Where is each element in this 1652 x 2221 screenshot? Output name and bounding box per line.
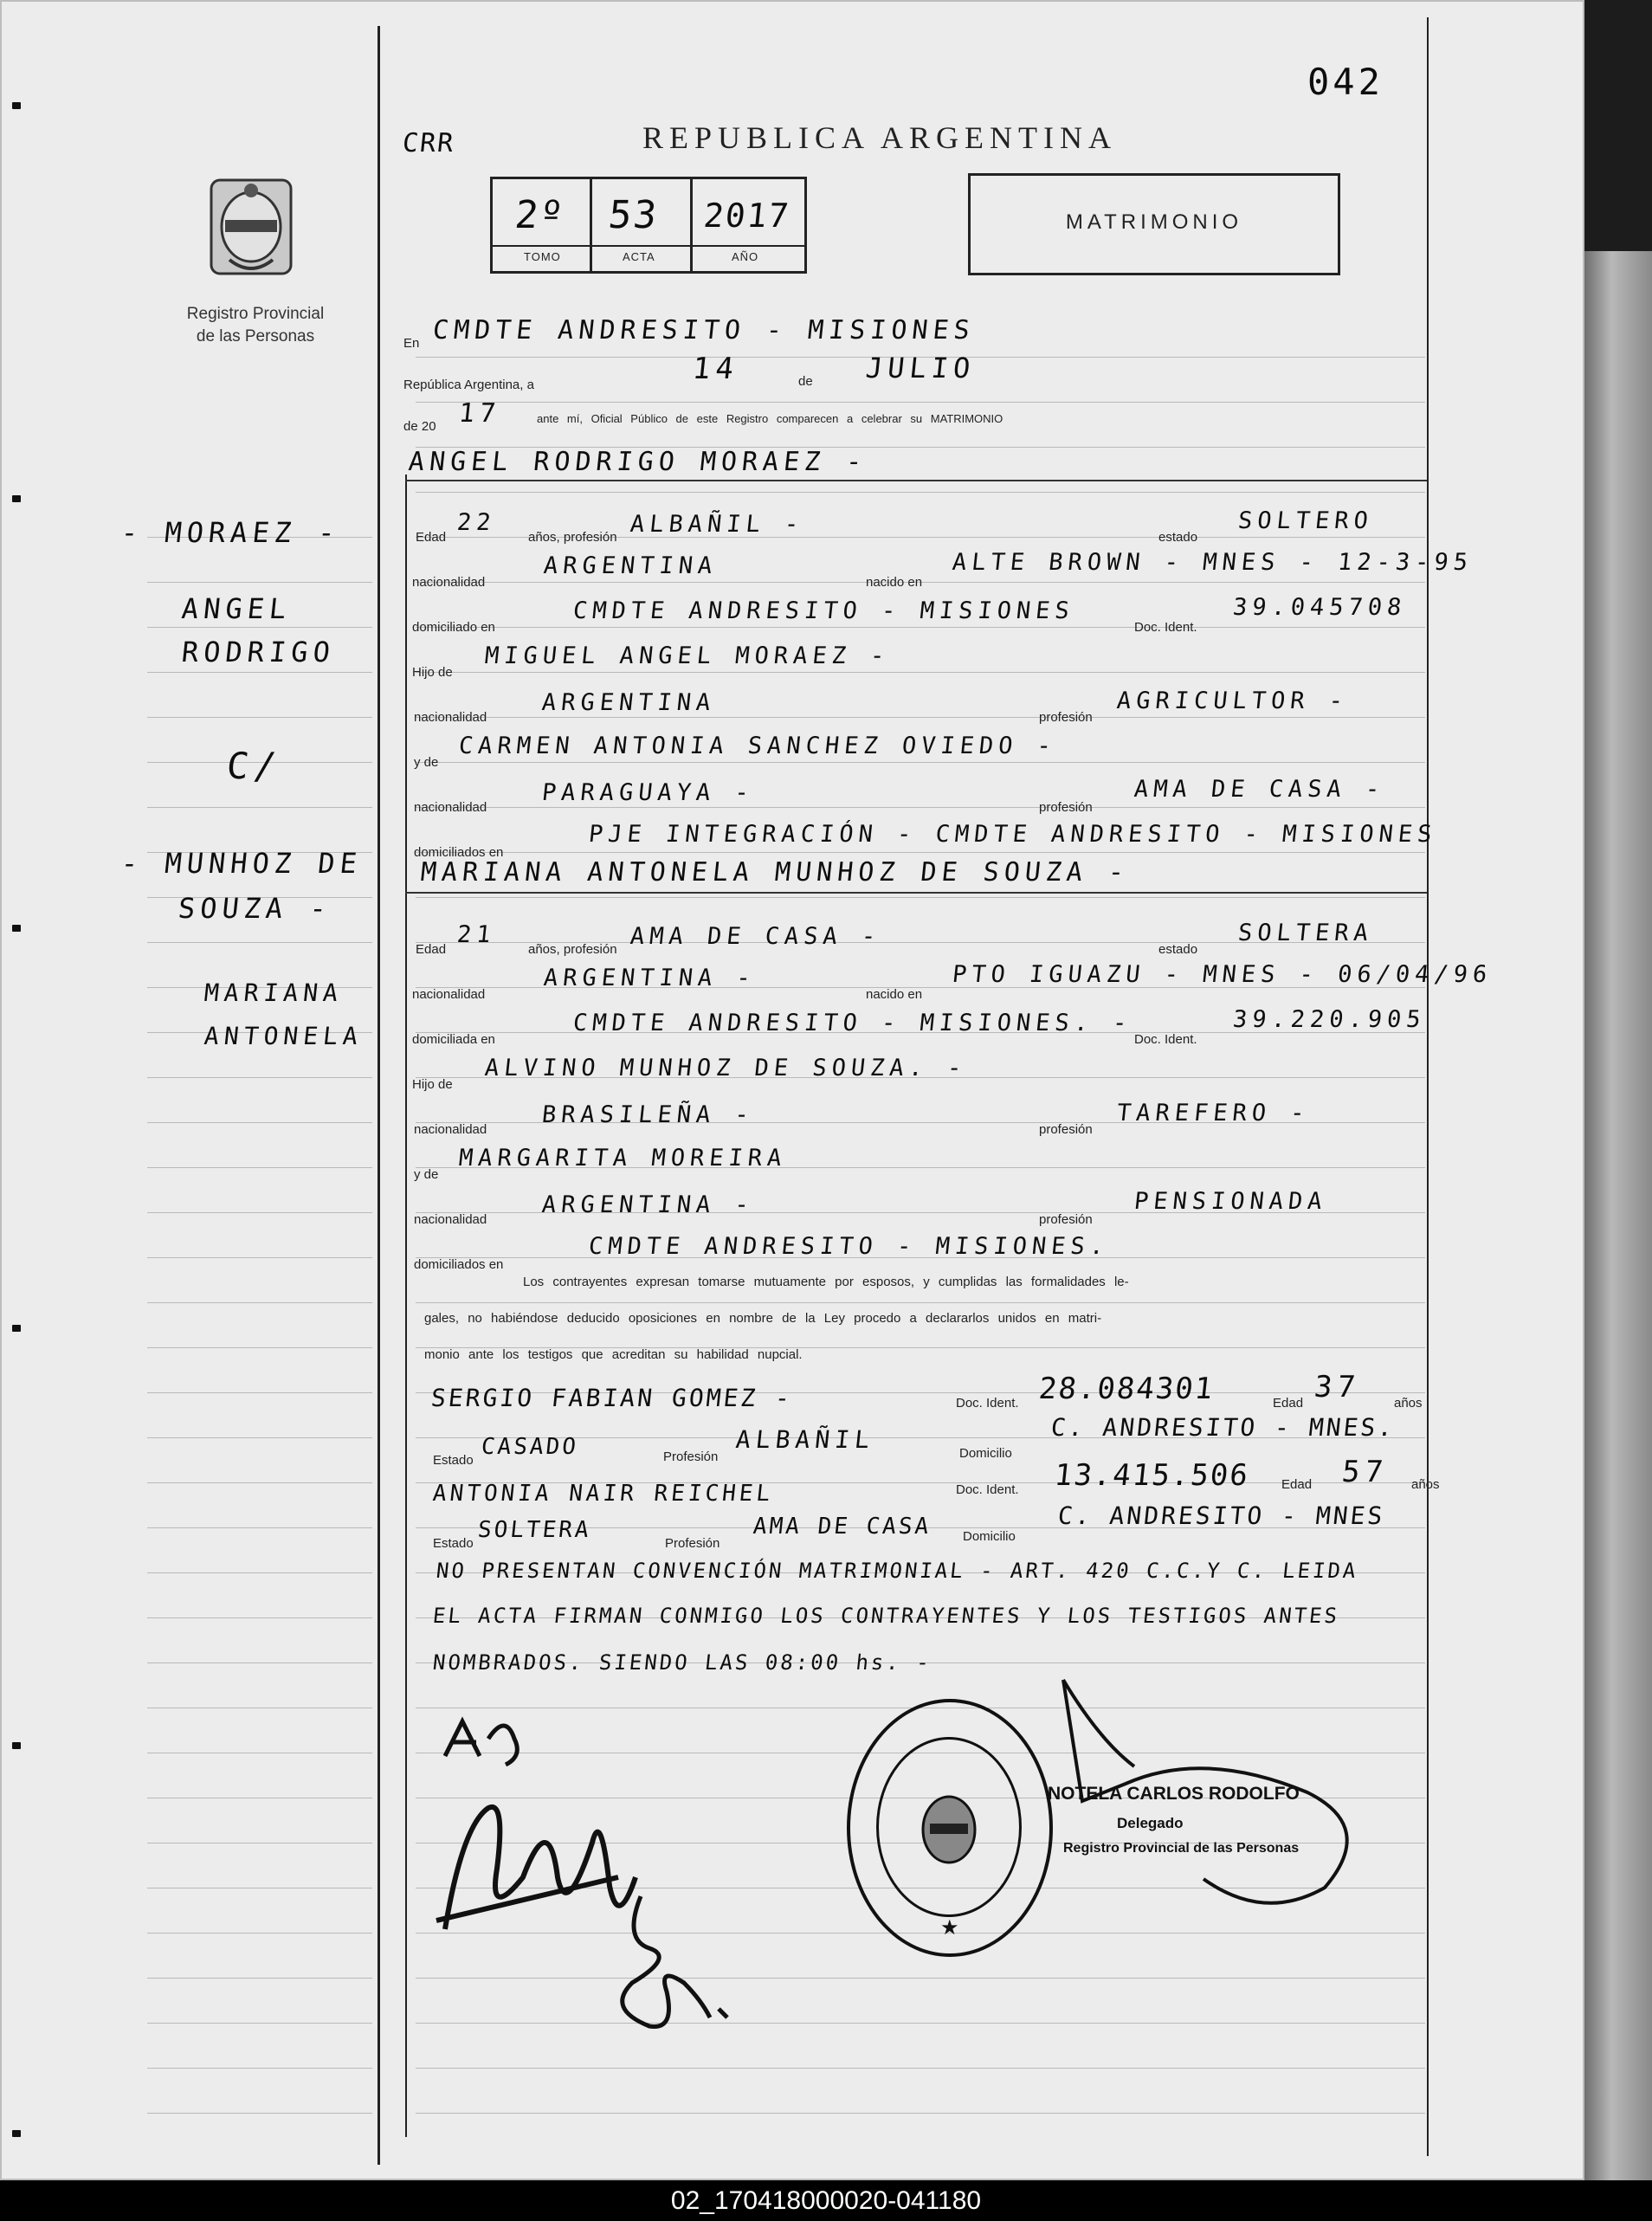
margin-ruled-line	[147, 807, 372, 808]
margin-ruled-line	[147, 1978, 372, 1979]
witness1-domicilio-label: Domicilio	[959, 1446, 1012, 1461]
person1-doc-label: Doc. Ident.	[1134, 620, 1197, 635]
stamp-line2: Delegado	[1117, 1815, 1184, 1831]
margin-given2-b: ANTONELA	[203, 1022, 365, 1050]
person2-madre: MARGARITA MOREIRA	[457, 1145, 788, 1172]
witness1-doc: 28.084301	[1036, 1372, 1216, 1406]
official-seal	[847, 1699, 1053, 1957]
act-type-label: MATRIMONIO	[1065, 210, 1243, 234]
witness2-edad: 57	[1339, 1455, 1391, 1489]
margin-ruled-line	[147, 717, 372, 718]
person2-edad-label: Edad	[416, 942, 447, 957]
body-ruled-line	[416, 1978, 1425, 1979]
acta-label: ACTA	[623, 250, 655, 263]
margin-ruled-line	[147, 1302, 372, 1303]
declaration-line2: gales, no habiéndose deducido oposiciones en nombre de la Ley procedo a declararlos unidos en matri-	[424, 1311, 1102, 1326]
person1-hijo-label: Hijo de	[412, 665, 453, 680]
person1-padre-prof-label: profesión	[1039, 710, 1093, 725]
witness1-profesion-label: Profesión	[663, 1449, 719, 1464]
body-ruled-line	[416, 2023, 1425, 2024]
body-ruled-line	[416, 762, 1425, 763]
witness2-profesion-label: Profesión	[665, 1536, 720, 1551]
person2-estado: SOLTERA	[1236, 920, 1375, 946]
person1-nacido: ALTE BROWN - MNES - 12-3-95	[951, 549, 1475, 576]
person2-hijo-label: Hijo de	[412, 1077, 453, 1092]
witness1-edad-label: Edad	[1273, 1396, 1304, 1411]
binding-hole	[12, 925, 21, 932]
anio-label: AÑO	[732, 250, 759, 263]
witness2-domicilio-label: Domicilio	[963, 1529, 1016, 1544]
person2-profesion-label: años, profesión	[528, 942, 617, 957]
person2-domicilio-label: domiciliada en	[412, 1032, 495, 1047]
person2-padre-nac: BRASILEÑA -	[540, 1101, 756, 1128]
margin-ruled-line	[147, 2113, 372, 2114]
witness1-estado-label: Estado	[433, 1453, 474, 1468]
signature-contrayente2	[597, 1879, 745, 2035]
declaration-line1: Los contrayentes expresan tomarse mutuamente por esposos, y cumplidas las formalidades le-	[523, 1275, 1129, 1289]
body-ruled-line	[416, 807, 1425, 808]
month: JULIO	[864, 352, 978, 384]
margin-given1-a: ANGEL	[180, 592, 294, 625]
body-ruled-line	[416, 402, 1425, 403]
country-title: REPUBLICA ARGENTINA	[642, 120, 1118, 155]
section-divider	[405, 892, 1427, 894]
person2-madre-prof-label: profesión	[1039, 1212, 1093, 1227]
person2-padre-nac-label: nacionalidad	[414, 1122, 487, 1137]
person1-madre-nac-label: nacionalidad	[414, 800, 487, 815]
person1-padre-prof: AGRICULTOR -	[1115, 688, 1350, 714]
notes-line2: EL ACTA FIRMAN CONMIGO LOS CONTRAYENTES Y LOS TESTIGOS ANTES	[431, 1604, 1341, 1628]
person2-madre-prof: PENSIONADA	[1133, 1188, 1329, 1215]
person1-padres-dom-label: domiciliados en	[414, 845, 504, 860]
person1-yde-label: y de	[414, 755, 439, 770]
act-type-box	[968, 173, 1340, 275]
page-edge-shadow	[1584, 0, 1652, 2180]
corner-mark: CRR	[401, 128, 457, 158]
witness1-domicilio: C. ANDRESITO - MNES.	[1049, 1413, 1397, 1442]
margin-ruled-line	[147, 2023, 372, 2024]
margin-ruled-line	[147, 942, 372, 943]
body-ruled-line	[416, 627, 1425, 628]
body-ruled-line	[416, 2113, 1425, 2114]
day: 14	[690, 352, 741, 386]
witness1-anos-label: años	[1394, 1396, 1423, 1411]
year-suffix: 17	[457, 398, 502, 429]
person1-domicilio: CMDTE ANDRESITO - MISIONES	[571, 597, 1076, 624]
margin-ruled-line	[147, 1572, 372, 1573]
margin-ruled-line	[147, 1212, 372, 1213]
person2-domicilio: CMDTE ANDRESITO - MISIONES. -	[571, 1010, 1134, 1036]
person2-yde-label: y de	[414, 1167, 439, 1182]
margin-ruled-line	[147, 1482, 372, 1483]
binding-hole	[12, 2130, 21, 2137]
witness2-doc-label: Doc. Ident.	[956, 1482, 1019, 1497]
person1-madre-nac: PARAGUAYA -	[540, 779, 756, 806]
witness2-estado-label: Estado	[433, 1536, 474, 1551]
body-ruled-line	[416, 2068, 1425, 2069]
witness1-name: SERGIO FABIAN GOMEZ -	[429, 1384, 794, 1412]
person2-padre-prof: TAREFERO -	[1115, 1100, 1312, 1127]
margin-surname1: - MORAEZ -	[119, 516, 342, 549]
stamp-line3: Registro Provincial de las Personas	[1063, 1841, 1300, 1856]
body-ruled-line	[416, 717, 1425, 718]
witness2-estado: SOLTERA	[476, 1517, 593, 1543]
image-code-bar: 02_170418000020-041180	[0, 2180, 1652, 2221]
person2-edad: 21	[455, 921, 498, 948]
person1-padre: MIGUEL ANGEL MORAEZ -	[483, 642, 892, 669]
margin-ruled-line	[147, 1167, 372, 1168]
coat-of-arms-icon	[199, 173, 303, 286]
intro-rest: ante mí, Oficial Público de este Registro comparecen a celebrar su MATRIMONIO	[537, 412, 1003, 425]
margin-ruled-line	[147, 1527, 372, 1528]
tomo-value: 2º	[513, 193, 567, 237]
body-ruled-line	[416, 672, 1425, 673]
contrayente1-name: ANGEL RODRIGO MORAEZ -	[407, 447, 869, 477]
person2-nacido: PTO IGUAZU - MNES - 06/04/96	[951, 961, 1494, 988]
en-label: En	[403, 336, 420, 351]
margin-ruled-line	[147, 1122, 372, 1123]
tomo-acta-anio-box	[490, 177, 807, 274]
person1-nacido-label: nacido en	[866, 575, 923, 590]
institution-line2: de las Personas	[196, 327, 315, 345]
person2-madre-nac-label: nacionalidad	[414, 1212, 487, 1227]
margin-surname2-a: - MUNHOZ DE	[119, 847, 364, 880]
person1-estado-label: estado	[1158, 530, 1198, 545]
anio-value: 2017	[701, 197, 792, 235]
section-divider	[405, 480, 1427, 481]
person1-edad: 22	[455, 509, 498, 536]
person1-estado: SOLTERO	[1236, 507, 1375, 534]
binding-hole	[12, 102, 21, 109]
person2-padres-dom: CMDTE ANDRESITO - MISIONES.	[587, 1233, 1111, 1260]
witness1-edad: 37	[1312, 1370, 1363, 1404]
de-label: de	[798, 374, 813, 389]
body-ruled-line	[416, 897, 1425, 898]
acta-value: 53	[606, 193, 661, 237]
witness1-estado: CASADO	[480, 1434, 580, 1460]
year-prefix: de 20	[403, 419, 436, 434]
margin-ruled-line	[147, 627, 372, 628]
person2-nacionalidad: ARGENTINA -	[542, 965, 758, 991]
person1-edad-label: Edad	[416, 530, 447, 545]
person1-padres-dom: PJE INTEGRACIÓN - CMDTE ANDRESITO - MISIONES	[587, 821, 1438, 848]
person2-nacionalidad-label: nacionalidad	[412, 987, 486, 1002]
margin-conj: C/	[224, 745, 284, 787]
declaration-line3: monio ante los testigos que acreditan su habilidad nupcial.	[424, 1347, 803, 1362]
witness1-doc-label: Doc. Ident.	[956, 1396, 1019, 1411]
stamp-line1: NOTELA CARLOS RODOLFO	[1048, 1784, 1300, 1804]
witness2-edad-label: Edad	[1281, 1477, 1313, 1492]
contrayente2-name: MARIANA ANTONELA MUNHOZ DE SOUZA -	[419, 857, 1131, 888]
binding-hole	[12, 495, 21, 502]
person1-madre-prof: AMA DE CASA -	[1133, 776, 1386, 803]
person1-padre-nac-label: nacionalidad	[414, 710, 487, 725]
person2-padres-dom-label: domiciliados en	[414, 1257, 504, 1272]
person2-madre-nac: ARGENTINA -	[540, 1191, 756, 1218]
person1-nacionalidad-label: nacionalidad	[412, 575, 486, 590]
witness2-name: ANTONIA NAIR REICHEL	[431, 1481, 775, 1507]
margin-ruled-line	[147, 1437, 372, 1438]
person1-padre-nac: ARGENTINA	[540, 689, 717, 716]
margin-rule	[378, 26, 380, 2165]
margin-ruled-line	[147, 1617, 372, 1618]
margin-ruled-line	[147, 1347, 372, 1348]
folio-number: 042	[1307, 61, 1384, 103]
person2-padre-prof-label: profesión	[1039, 1122, 1093, 1137]
republica-label: República Argentina, a	[403, 378, 534, 392]
person2-nacido-label: nacido en	[866, 987, 923, 1002]
margin-ruled-line	[147, 1392, 372, 1393]
person2-estado-label: estado	[1158, 942, 1198, 957]
margin-ruled-line	[147, 1257, 372, 1258]
margin-ruled-line	[147, 672, 372, 673]
person2-doc: 39.220.905	[1231, 1006, 1428, 1033]
body-rule	[405, 475, 407, 2137]
notes-line3: NOMBRADOS. SIENDO LAS 08:00 hs. -	[431, 1650, 933, 1675]
person1-domicilio-label: domiciliado en	[412, 620, 495, 635]
binding-hole	[12, 1325, 21, 1332]
margin-given1-b: RODRIGO	[180, 636, 337, 668]
person1-profesion-label: años, profesión	[528, 530, 617, 545]
witness2-domicilio: C. ANDRESITO - MNES	[1056, 1501, 1387, 1530]
witness2-doc: 13.415.506	[1052, 1458, 1251, 1493]
margin-ruled-line	[147, 1077, 372, 1078]
person1-madre: CARMEN ANTONIA SANCHEZ OVIEDO -	[457, 733, 1058, 759]
margin-ruled-line	[147, 582, 372, 583]
seal-star-icon: ★	[940, 1916, 959, 1940]
right-rule	[1427, 17, 1429, 2156]
person1-profesion: ALBAÑIL -	[629, 511, 805, 538]
witness1-profesion: ALBAÑIL	[734, 1425, 876, 1454]
binding-hole	[12, 1742, 21, 1749]
margin-given2-a: MARIANA	[203, 978, 345, 1007]
body-ruled-line	[416, 492, 1425, 493]
institution-line1: Registro Provincial	[186, 305, 325, 323]
person2-doc-label: Doc. Ident.	[1134, 1032, 1197, 1047]
margin-surname2-b: SOUZA -	[177, 892, 333, 925]
person1-madre-prof-label: profesión	[1039, 800, 1093, 815]
margin-ruled-line	[147, 2068, 372, 2069]
person1-doc: 39.045708	[1231, 594, 1408, 621]
person2-padre: ALVINO MUNHOZ DE SOUZA. -	[483, 1055, 969, 1081]
tomo-label: TOMO	[524, 250, 561, 263]
seal-shield-icon	[914, 1791, 984, 1869]
witness2-anos-label: años	[1411, 1477, 1440, 1492]
person2-profesion: AMA DE CASA -	[629, 923, 882, 950]
notes-line1: NO PRESENTAN CONVENCIÓN MATRIMONIAL - ART. 420 C.C.Y C. LEIDA	[435, 1559, 1359, 1583]
person1-nacionalidad: ARGENTINA	[542, 552, 719, 579]
witness2-profesion: AMA DE CASA	[752, 1514, 932, 1540]
margin-ruled-line	[147, 1933, 372, 1934]
body-ruled-line	[416, 852, 1425, 853]
place: CMDTE ANDRESITO - MISIONES	[431, 315, 977, 345]
